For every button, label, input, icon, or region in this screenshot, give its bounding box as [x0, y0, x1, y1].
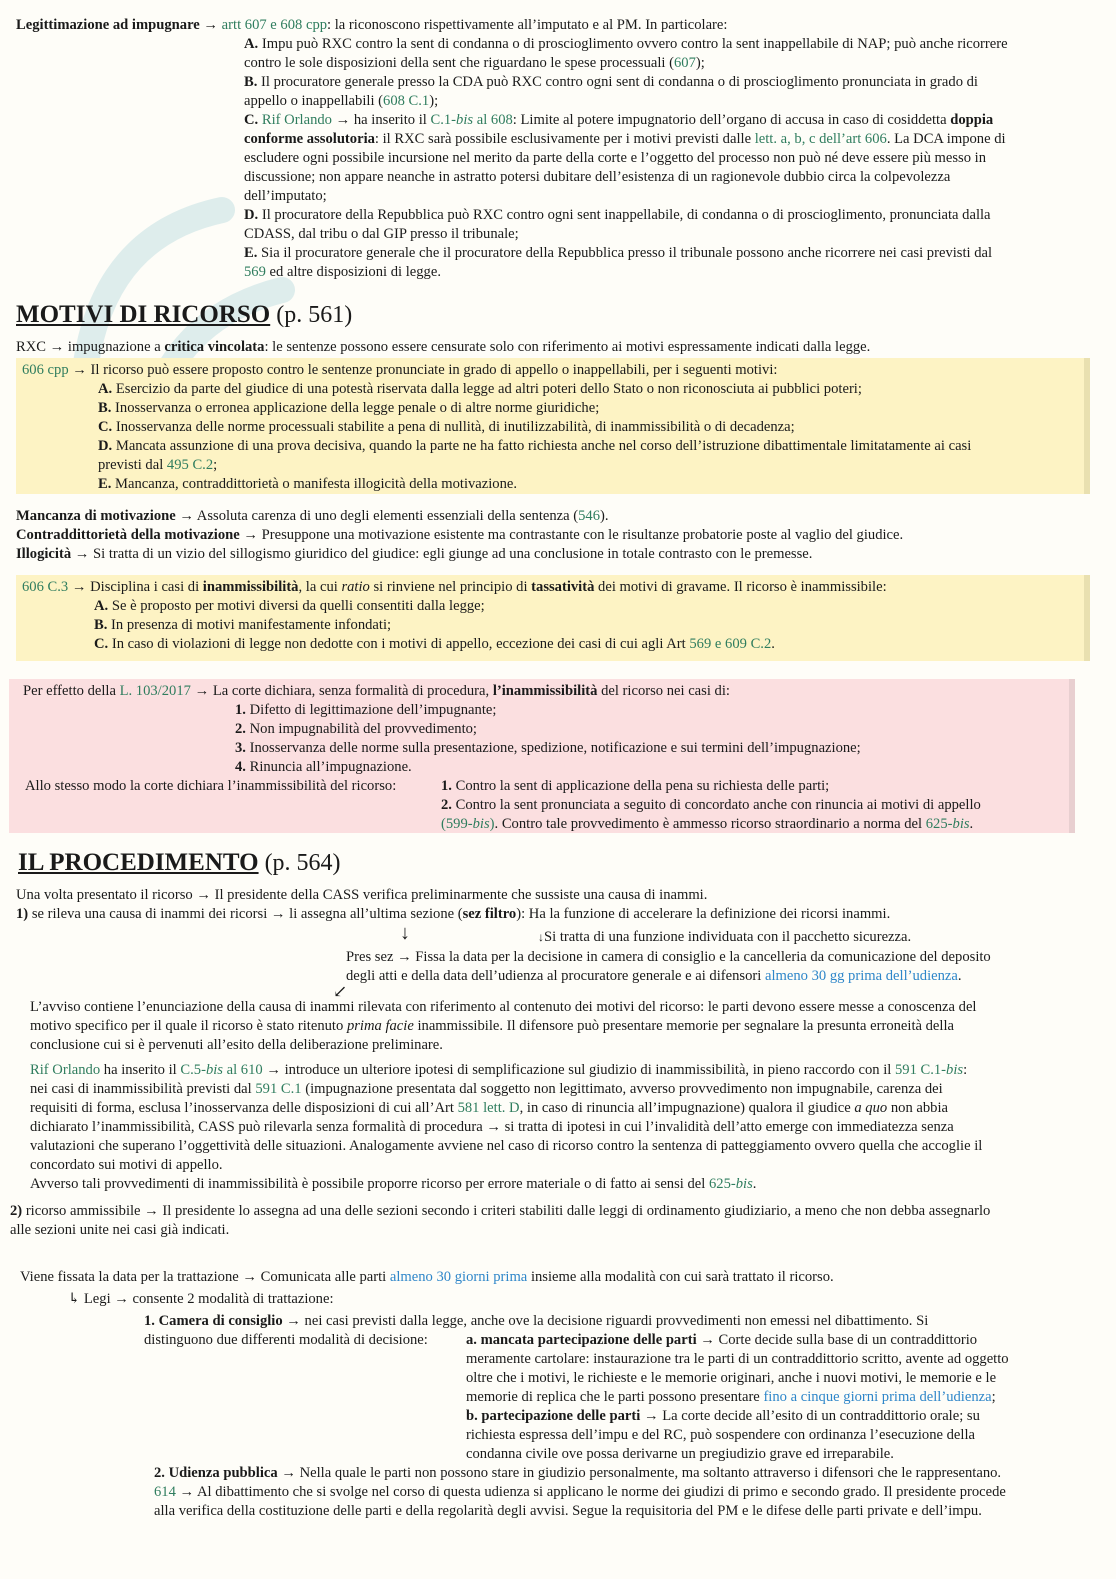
data-trattazione: Viene fissata la data per la trattazione → Comunicata alle parti almeno 30 giorni prima insieme alla modalità con cui sarà trattato il ricorso. [20, 1269, 834, 1285]
procedimento-intro: Una volta presentato il ricorso → Il presidente della CASS verifica preliminarmente che sussiste una causa di inammi. 1) se rileva una causa di inammi dei ricorsi → li assegna all’ultima sezione (sez filtro): Ha la funzione di accelerare la definizione dei ricorsi inammi. [16, 887, 891, 922]
pres-sez-text: Pres sez → Fissa la data per la decisione in camera di consiglio e la cancelleria da comunicazione del deposito degli atti e della data dell’udienza al procuratore generale e ai difensori almeno 30 gg prima dell’udienza. [346, 949, 991, 984]
arrow-down-left-icon: ↙ [333, 982, 348, 1001]
camera-consiglio: 1. Camera di consiglio → nei casi previsti dalla legge, anche ove la decisione riguardi provvedimenti non emessi nel dibattimento. Si distinguono due differenti modalità di decisione: [144, 1313, 929, 1348]
motivi-606-box: 606 cpp → Il ricorso può essere proposto contro le sentenze pronunciate in grado di appello o inappellabili, per i seguenti motivi: A. Esercizio da parte del giudice di una potestà riservata dalla legge ad altri poteri dello Stato o non riconosciuta ai pubblici poteri; B. Inosservanza o erronea applicazione della legge penale o di altre norme giuridiche; C. Inosservanza delle norme processuali stabilite a pena di nullità, di inutilizzabilità, di inammissibilità o di decadenza; D. Mancata assunzione di una prova decisiva, quando la parte ne ha fatto richiesta anche nel corso dell’istruzione dibattimentale limitatamente ai casi previsti dal 495 C.2; E. Mancanza, contraddittorietà o manifesta illogicità della motivazione. [16, 358, 1090, 494]
vizi-motivazione: Mancanza di motivazione → Assoluta carenza di uno degli elementi essenziali della sentenza (546). Contraddittorietà della motivazione → Presuppone una motivazione esistente ma contrastante con le risultanze probatorie poste al vaglio del giudice. Illogicità → Si tratta di un vizio del sillogismo giuridico del giudice: egli giunge ad una conclusione in totale contrasto con le premesse. [16, 508, 904, 562]
legi-modalita: ↳ Legi → consente 2 modalità di trattazione: [68, 1291, 334, 1307]
rxc-definition: RXC → impugnazione a critica vincolata: le sentenze possono essere censurate solo con riferimento ai motivi espressamente indicati dalla legge. [16, 339, 871, 355]
udienza-pubblica: 2. Udienza pubblica → Nella quale le parti non possono stare in giudizio personalmente, ma soltanto attraverso i difensori che le rappresentano. 614 → Al dibattimento che si svolge nel corso di questa udienza si applicano le norme dei giudizi di primo e secondo grado. Il presidente procede alla verifica della costituzione delle parti e della regolarità degli avvisi. Segue la requisitoria del PM e le difese delle parti private e dell’impu. [154, 1465, 1006, 1519]
rif-orlando-paragraph: Rif Orlando ha inserito il C.5-bis al 610 → introduce un ulteriore ipotesi di semplificazione sul giudizio di inammissibilità, in pieno raccordo con il 591 C.1-bis: nei casi di inammissibilità previsti dal 591 C.1 (impugnazione presentata dal soggetto non legittimato, avverso provvedimento non impugnabile, carenza dei requisiti di forma, esclusa l’inosservanza delle disposizioni di cui all’Art 581 lett. D, in caso di rinuncia all’impugnazione) qualora il giudice a quo non abbia dichiarato l’inammissibilità, CASS può rilevarla senza formalità di procedura → si tratta di ipotesi in cui l’invalidità dell’atto emerge con immediatezza senza valutazioni che superano l’oggettività delle situazioni. Analogamente avviene nel caso di ricorso contro la sentenza di patteggiamento ovvero quella che accoglie il concordato sui motivi di appello. Avverso tali provvedimenti di inammissibilità è possibile proporre ricorso per errore materiale o di fatto ai sensi del 625-bis. [30, 1062, 983, 1192]
arrow-down-icon: ↓ [400, 922, 410, 944]
modalita-decisione: a. mancata partecipazione delle parti → Corte decide sulla base di un contraddittorio meramente cartolare: instaurazione tra le parti di un contraddittorio scritto, avente ad oggetto oltre che i motivi, le richieste e le memorie originari, anche i nuovi motivi, le memorie e le memorie di replica che le parti possono presentare fino a cinque giorni prima dell’udienza; b. partecipazione delle parti → La corte decide all’esito di un contraddittorio orale; su richiesta espressa dell’impu e del RC, può sospendere con ordinanza l’esecuzione della condanna civile ove possa derivarne un pregiudizio grave ed irreparabile. [466, 1332, 1009, 1462]
legge-103-2017-box: Per effetto della L. 103/2017 → La corte dichiara, senza formalità di procedura, l’inammissibilità del ricorso nei casi di: 1. Difetto di legittimazione dell’impugnante; 2. Non impugnabilità del provvedimento; 3. Inosservanza delle norme sulla presentazione, spedizione, notificazione e sui termini dell’impugnazione; 4. Rinuncia all’impugnazione. Allo stesso modo la corte dichiara l’inammissibilità del ricorso: 1. Contro la sent di applicazione della pena su richiesta delle parti; 2. Contro la sent pronunciata a seguito di concordato anche con rinuncia ai motivi di appello (599-bis). Contro tale provvedimento è ammesso ricorso straordinario a norma del 625-bis. [9, 679, 1075, 833]
legittimazione-list: A. Impu può RXC contro la sent di condanna o di proscioglimento ovvero contro la sent inappellabile di NAP; può anche ricorrere contro le sole disposizioni della sent che riguardano le spese processuali (607); B. Il procuratore generale presso la CDA può RXC contro ogni sent di condanna o di proscioglimento pronunciata in grado di appello o inappellabili (608 C.1); C. Rif Orlando → ha inserito il C.1-bis al 608: Limite al potere impugnatorio dell’organo di accusa in caso di cosiddetta doppia conforme assolutoria: il RXC sarà possibile esclusivamente per i motivi previsti dalle lett. a, b, c dell’art 606. La DCA impone di escludere ogni possibile incursione nel merito da parte della corte e l’oggetto del processo non può né deve essere più messo in discussione; non appare neanche in astratto potersi dubitare dell’esistenza di un ragionevole dubbio circa la colpevolezza dell’imputato; D. Il procuratore della Repubblica può RXC contro ogni sent inappellabile, di condanna o di proscioglimento, pronunciata dalla CDASS, dal tribu o dal GIP presso il tribunale; E. Sia il procuratore generale che il procuratore della Repubblica presso il tribunale possono anche ricorrere nei casi previsti dal 569 ed altre disposizioni di legge. [244, 36, 1008, 280]
inammissibilita-606c3-box: 606 C.3 → Disciplina i casi di inammissibilità, la cui ratio si rinviene nel principio di tassatività dei motivi di gravame. Il ricorso è inammissibile: A. Se è proposto per motivi diversi da quelli consentiti dalla legge; B. In presenza di motivi manifestamente infondati; C. In caso di violazioni di legge non dedotte con i motivi di appello, eccezione dei casi di cui agli Art 569 e 609 C.2. [16, 575, 1090, 661]
legittimazione-header: Legittimazione ad impugnare → artt 607 e 608 cpp: la riconoscono rispettivamente all’imputato e al PM. In particolare: [16, 17, 728, 33]
arrow-return-icon: ↳ [68, 1291, 81, 1307]
section-title-motivi: MOTIVI DI RICORSO (p. 561) [16, 301, 353, 328]
avviso-paragraph: L’avviso contiene l’enunciazione della causa di inammi rilevata con riferimento al contenuto dei motivi del ricorso: le parti devono essere messe a conoscenza del motivo specifico per il quale il ricorso è stato ritenuto prima facie inammissibile. Il difensore può presentare memorie per segnalare la presunta erroneità della conclusione cui si è pervenuti all’esito della deliberazione preliminare. [30, 999, 977, 1053]
arrow-down-small-icon: ↓ [538, 930, 544, 944]
ricorso-ammissibile: 2) ricorso ammissibile → Il presidente lo assegna ad una delle sezioni secondo i criteri stabiliti dalle leggi di ordinamento giudiziario, a meno che non debba assegnarlo alle sezioni unite nei casi già indicati. [10, 1203, 991, 1238]
sicurezza-note: ↓Si tratta di una funzione individuata con il pacchetto sicurezza. [538, 929, 912, 945]
section-title-procedimento: IL PROCEDIMENTO (p. 564) [18, 849, 341, 876]
